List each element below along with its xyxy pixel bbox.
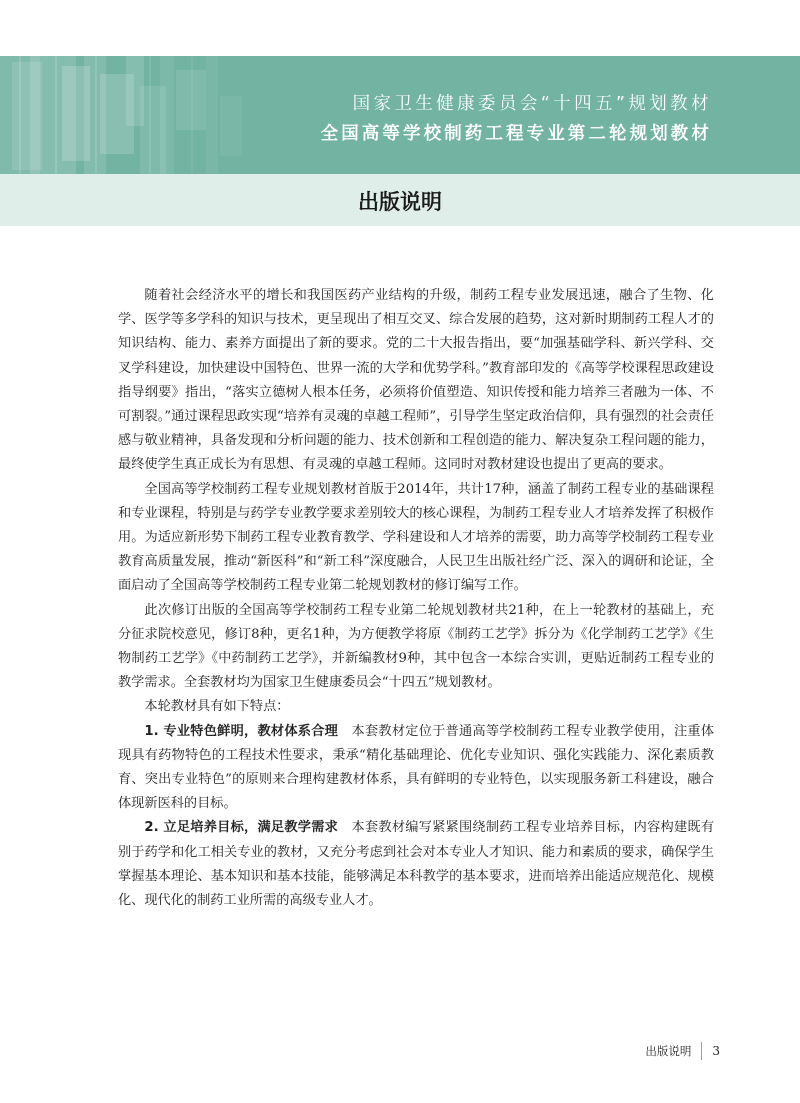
- footer-divider: [701, 1042, 702, 1060]
- feature-paragraph: [118, 720, 714, 817]
- feature-text: 本套教材编写紧紧围绕制药工程专业培养目标，内容构建既有别于药学和化工相关专业的教材，又充分考虑到社会对本专业人才知识、能力和素质的要求，确保学生掌握基本理论、基本知识和基本技能，能够满足本科教学的基本要求，进而培养出能适应规范化、规模化、现代化的制药工业所需的高级专业人才。: [118, 820, 715, 909]
- header-band: [0, 56, 800, 174]
- page-title: 出版说明: [358, 190, 442, 214]
- series-title: 国家卫生健康委员会“十四五”规划教材: [352, 94, 712, 114]
- page-footer: [645, 1041, 720, 1061]
- paragraph: 此次修订出版的全国高等学校制药工程专业第二轮规划教材共21种，在上一轮教材的基础上，充分征求院校意见，修订8种，更名1种，为方便教学将原《制药工艺学》拆分为《化学制药工艺学》《生物制药工艺学》《中药制药工艺学》，并新编教材9种，其中包含一本综合实训，更贴近制药工程专业的教学需求。全套教材均为国家卫生健康委员会“十四五”规划教材。: [118, 602, 714, 691]
- decorative-pattern: [0, 56, 280, 174]
- footer-section-name: 出版说明: [645, 1044, 692, 1058]
- page-number: 3: [712, 1044, 720, 1058]
- body-text: [118, 284, 714, 913]
- feature-paragraph: [118, 816, 714, 913]
- feature-heading: 1. 专业特色鲜明，教材体系合理: [144, 723, 339, 739]
- title-band: [0, 174, 800, 226]
- paragraph: 全国高等学校制药工程专业规划教材首版于2014年，共计17种，涵盖了制药工程专业的基础课程和专业课程，特别是与药学专业教学要求差别较大的核心课程，为制药工程专业人才培养发挥了积极作用。为适应新形势下制药工程专业教育教学、学科建设和人才培养的需要，助力高等学校制药工程专业教育高质量发展，推动“新医科”和“新工科”深度融合，人民卫生出版社经广泛、深入的调研和论证，全面启动了全国高等学校制药工程专业第二轮规划教材的修订编写工作。: [118, 481, 714, 594]
- feature-text: 本套教材定位于普通高等学校制药工程专业教学使用，注重体现具有药物特色的工程技术性要求，秉承“精化基础理论、优化专业知识、强化实践能力、深化素质教育、突出专业特色”的原则来合理构建教材体系，具有鲜明的专业特色，以实现服务新工科建设，融合体现新医科的目标。: [118, 723, 715, 812]
- paragraph: 随着社会经济水平的增长和我国医药产业结构的升级，制药工程专业发展迅速，融合了生物、化学、医学等多学科的知识与技术，更呈现出了相互交叉、综合发展的趋势，这对新时期制药工程人才的知识结构、能力、素养方面提出了新的要求。党的二十大报告指出，要“加强基础学科、新兴学科、交叉学科建设，加快建设中国特色、世界一流的大学和优势学科。”教育部印发的《高等学校课程思政建设指导纲要》指出，“落实立德树人根本任务，必须将价值塑造、知识传授和能力培养三者融为一体、不可割裂。”通过课程思政实现“培养有灵魂的卓越工程师”，引导学生坚定政治信仰，具有强烈的社会责任感与敬业精神，具备发现和分析问题的能力、技术创新和工程创造的能力、解决复杂工程问题的能力，最终使学生真正成长为有思想、有灵魂的卓越工程师。这同时对教材建设也提出了更高的要求。: [118, 288, 714, 473]
- feature-heading: 2. 立足培养目标，满足教学需求: [144, 820, 339, 836]
- paragraph: 本轮教材具有如下特点：: [144, 699, 290, 715]
- series-subtitle: 全国高等学校制药工程专业第二轮规划教材: [320, 124, 712, 144]
